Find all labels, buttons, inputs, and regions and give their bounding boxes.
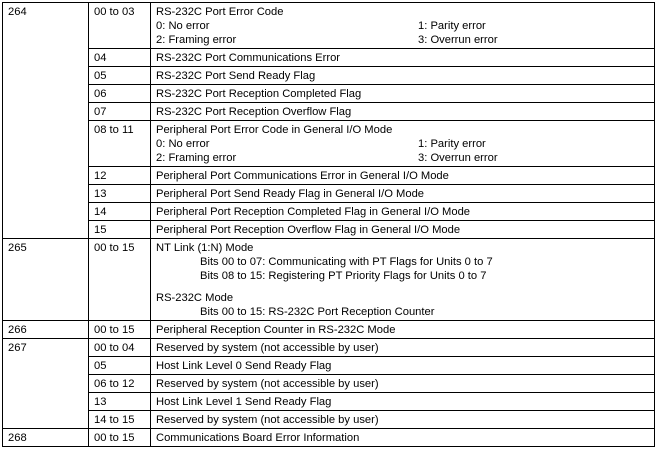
word-cell: 268 bbox=[3, 429, 89, 447]
function-cell: Host Link Level 0 Send Ready Flag bbox=[151, 357, 655, 375]
word-cell bbox=[3, 167, 89, 185]
function-cell: Peripheral Port Send Ready Flag in General I/O Mode bbox=[151, 185, 655, 203]
function-cell: Peripheral Port Reception Overflow Flag in General I/O Mode bbox=[151, 221, 655, 239]
bit-cell: 13 bbox=[89, 185, 151, 203]
bit-cell: 13 bbox=[89, 393, 151, 411]
word-cell bbox=[3, 121, 89, 167]
bit-cell: 00 to 15 bbox=[89, 239, 151, 321]
mode-title: NT Link (1:N) Mode bbox=[156, 242, 254, 254]
function-cell: Reserved by system (not accessible by user) bbox=[151, 411, 655, 429]
word-cell bbox=[3, 375, 89, 393]
code-item: 3: Overrun error bbox=[418, 152, 498, 164]
word-bit-table bbox=[2, 2, 655, 447]
function-cell: RS-232C Port Reception Completed Flag bbox=[151, 85, 655, 103]
bit-cell: 08 to 11 bbox=[89, 121, 151, 167]
bit-cell: 00 to 03 bbox=[89, 3, 151, 49]
mode-title: RS-232C Mode bbox=[156, 292, 234, 304]
bit-cell: 06 bbox=[89, 85, 151, 103]
word-cell bbox=[3, 49, 89, 67]
mode-detail: Bits 08 to 15: Registering PT Priority Flags for Units 0 to 7 bbox=[200, 270, 487, 282]
table-row bbox=[3, 239, 655, 321]
word-cell: 265 bbox=[3, 239, 89, 321]
function-cell bbox=[151, 121, 655, 167]
code-item: 0: No error bbox=[156, 138, 210, 150]
function-cell: RS-232C Port Send Ready Flag bbox=[151, 67, 655, 85]
table-row bbox=[3, 121, 655, 167]
function-title: Peripheral Port Error Code in General I/O Mode bbox=[156, 124, 393, 136]
table-row bbox=[3, 429, 655, 447]
code-pair bbox=[156, 151, 649, 165]
bit-cell: 14 bbox=[89, 203, 151, 221]
table-row bbox=[3, 3, 655, 49]
word-cell bbox=[3, 393, 89, 411]
code-item: 0: No error bbox=[156, 20, 210, 32]
function-cell: Communications Board Error Information bbox=[151, 429, 655, 447]
word-cell bbox=[3, 357, 89, 375]
code-pair bbox=[156, 19, 649, 33]
bit-cell: 00 to 15 bbox=[89, 429, 151, 447]
word-cell bbox=[3, 203, 89, 221]
bit-cell: 05 bbox=[89, 357, 151, 375]
function-cell: RS-232C Port Communications Error bbox=[151, 49, 655, 67]
function-title: RS-232C Port Error Code bbox=[156, 6, 284, 18]
word-cell bbox=[3, 85, 89, 103]
table-row bbox=[3, 103, 655, 121]
table-row bbox=[3, 67, 655, 85]
table-row bbox=[3, 221, 655, 239]
table-row bbox=[3, 85, 655, 103]
function-cell bbox=[151, 3, 655, 49]
code-item: 3: Overrun error bbox=[418, 34, 498, 46]
word-cell bbox=[3, 411, 89, 429]
table-row bbox=[3, 185, 655, 203]
table-row bbox=[3, 393, 655, 411]
table-row bbox=[3, 321, 655, 339]
table-row bbox=[3, 167, 655, 185]
code-item: 2: Framing error bbox=[156, 152, 237, 164]
table-row bbox=[3, 375, 655, 393]
bit-cell: 15 bbox=[89, 221, 151, 239]
word-cell bbox=[3, 67, 89, 85]
word-cell: 264 bbox=[3, 3, 89, 49]
mode-detail: Bits 00 to 15: RS-232C Port Reception Counter bbox=[200, 306, 435, 318]
table-row bbox=[3, 411, 655, 429]
code-pair bbox=[156, 137, 649, 151]
code-item: 2: Framing error bbox=[156, 34, 237, 46]
word-cell: 266 bbox=[3, 321, 89, 339]
function-cell: Reserved by system (not accessible by user) bbox=[151, 339, 655, 357]
function-cell: Reserved by system (not accessible by user) bbox=[151, 375, 655, 393]
bit-cell: 07 bbox=[89, 103, 151, 121]
code-pair bbox=[156, 33, 649, 47]
bit-cell: 06 to 12 bbox=[89, 375, 151, 393]
bit-cell: 05 bbox=[89, 67, 151, 85]
mode-detail: Bits 00 to 07: Communicating with PT Flags for Units 0 to 7 bbox=[200, 256, 493, 268]
bit-cell: 04 bbox=[89, 49, 151, 67]
bit-cell: 00 to 04 bbox=[89, 339, 151, 357]
bit-cell: 12 bbox=[89, 167, 151, 185]
function-cell bbox=[151, 239, 655, 321]
word-cell bbox=[3, 103, 89, 121]
table-row bbox=[3, 203, 655, 221]
table-row bbox=[3, 357, 655, 375]
function-cell: Peripheral Reception Counter in RS-232C Mode bbox=[151, 321, 655, 339]
function-cell: Host Link Level 1 Send Ready Flag bbox=[151, 393, 655, 411]
table-row bbox=[3, 49, 655, 67]
function-cell: Peripheral Port Communications Error in General I/O Mode bbox=[151, 167, 655, 185]
bit-cell: 00 to 15 bbox=[89, 321, 151, 339]
bit-cell: 14 to 15 bbox=[89, 411, 151, 429]
function-cell: RS-232C Port Reception Overflow Flag bbox=[151, 103, 655, 121]
code-item: 1: Parity error bbox=[418, 138, 486, 150]
word-cell bbox=[3, 221, 89, 239]
code-item: 1: Parity error bbox=[418, 20, 486, 32]
spacer bbox=[156, 283, 649, 291]
table-row bbox=[3, 339, 655, 357]
word-cell bbox=[3, 185, 89, 203]
function-cell: Peripheral Port Reception Completed Flag in General I/O Mode bbox=[151, 203, 655, 221]
word-cell: 267 bbox=[3, 339, 89, 357]
